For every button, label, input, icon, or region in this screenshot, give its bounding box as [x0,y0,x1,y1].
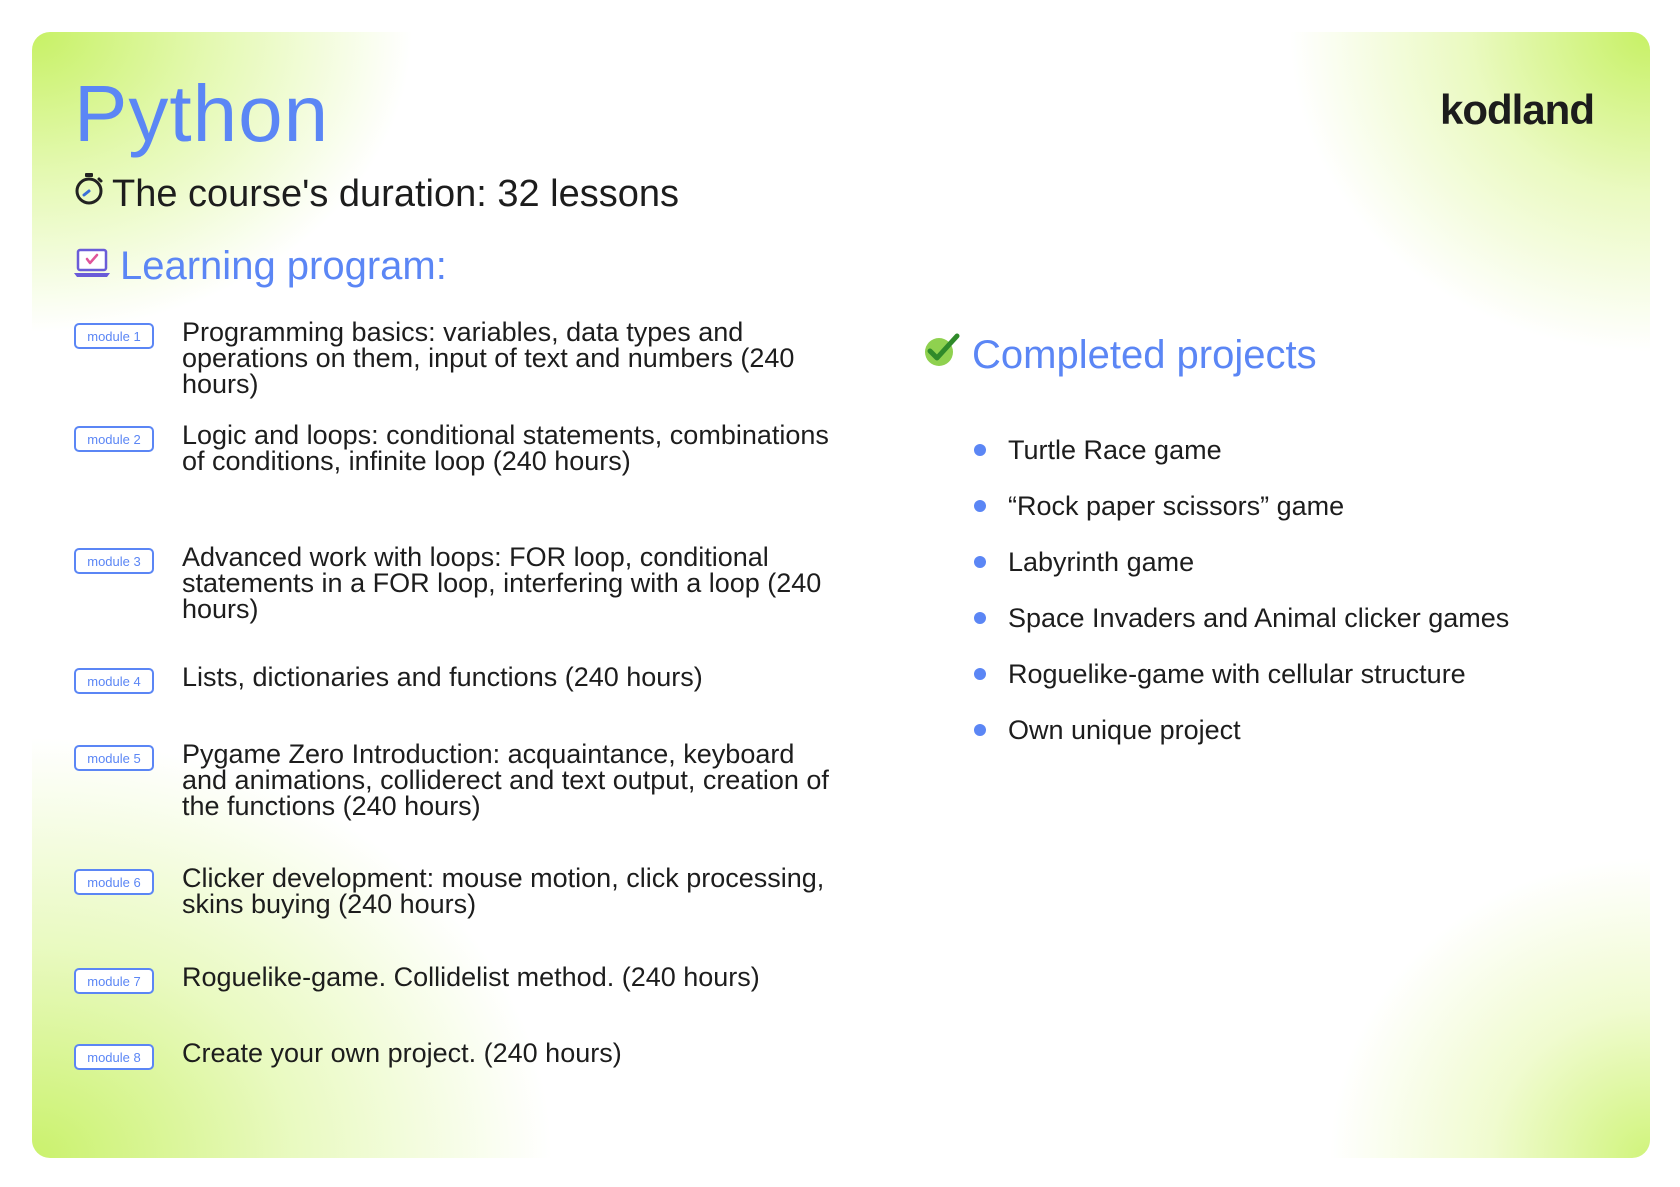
bullet-icon [974,444,986,456]
module-description: Lists, dictionaries and functions (240 hours) [182,662,703,692]
module-description: Roguelike-game. Collidelist method. (240 hours) [182,962,760,992]
module-description: Create your own project. (240 hours) [182,1038,622,1068]
project-label: “Rock paper scissors” game [1008,491,1345,521]
list-item [974,544,1509,600]
list-item [974,656,1509,712]
completed-projects-title: Completed projects [972,332,1317,377]
project-label: Turtle Race game [1008,435,1222,465]
list-item [974,600,1509,656]
module-badge: module 2 [74,426,154,452]
course-card [32,32,1650,1158]
module-item-7 [74,964,842,994]
learning-program-heading [74,244,447,289]
module-badge: module 3 [74,548,154,574]
module-item-2 [74,422,842,474]
module-item-4 [74,664,842,694]
list-item [974,712,1509,768]
bullet-icon [974,668,986,680]
module-badge: module 7 [74,968,154,994]
module-item-1 [74,319,842,397]
module-item-6 [74,865,842,917]
project-label: Roguelike-game with cellular structure [1008,659,1466,689]
module-description: Advanced work with loops: FOR loop, conditional statements in a FOR loop, interfering with a loop (240 hours) [182,542,822,624]
course-duration [74,172,679,216]
list-item [974,432,1509,488]
bullet-icon [974,724,986,736]
module-item-3 [74,544,842,622]
page-title: Python [74,69,330,158]
module-badge: module 5 [74,745,154,771]
project-label: Space Invaders and Animal clicker games [1008,603,1510,633]
module-badge: module 1 [74,323,154,349]
project-label: Own unique project [1008,715,1241,745]
bullet-icon [974,500,986,512]
bullet-icon [974,612,986,624]
check-mark-icon [922,332,962,378]
bullet-icon [974,556,986,568]
module-description: Logic and loops: conditional statements, combinations of conditions, infinite loop (240 hours) [182,420,829,476]
stopwatch-icon [74,172,104,216]
laptop-icon [74,244,110,289]
list-item [974,488,1509,544]
module-description: Clicker development: mouse motion, click processing, skins buying (240 hours) [182,863,825,919]
module-badge: module 6 [74,869,154,895]
completed-projects-heading [922,332,1317,378]
module-item-8 [74,1040,842,1070]
learning-program-title: Learning program: [120,244,447,288]
module-badge: module 4 [74,668,154,694]
module-badge: module 8 [74,1044,154,1070]
project-label: Labyrinth game [1008,547,1195,577]
module-description: Programming basics: variables, data types and operations on them, input of text and numbers (240 hours) [182,317,795,399]
projects-list [974,432,1509,768]
module-item-5 [74,741,842,819]
duration-text: The course's duration: 32 lessons [112,172,680,215]
module-description: Pygame Zero Introduction: acquaintance, keyboard and animations, colliderect and text output, creation of the functions (240 hours) [182,739,829,821]
kodland-logo: kodland [1439,86,1594,133]
